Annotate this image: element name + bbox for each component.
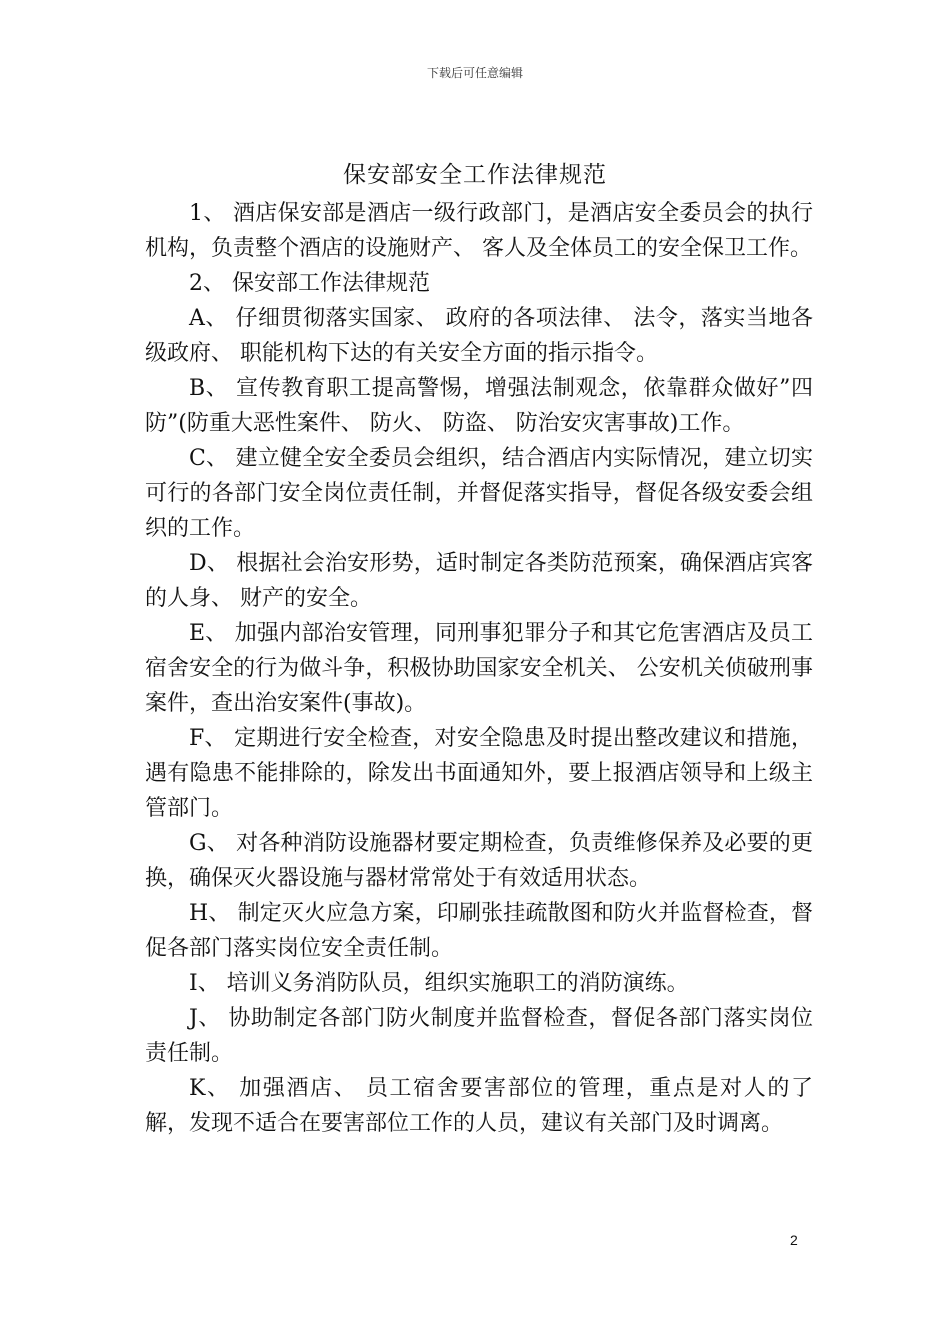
paragraph-2: 2、 保安部工作法律规范 bbox=[189, 271, 430, 296]
paragraph-1: 1、 酒店保安部是酒店一级行政部门，是酒店安全委员会的执行机构，负责整个酒店的设施财产、 客人及全体员工的安全保卫工作。 bbox=[145, 201, 813, 261]
paragraph-i: I、 培训义务消防队员，组织实施职工的消防演练。 bbox=[189, 971, 689, 996]
paragraph-b: B、 宣传教育职工提高警惕，增强法制观念，依靠群众做好”四防”(防重大恶性案件、 防火、 防盗、 防治安灾害事故)工作。 bbox=[145, 376, 813, 436]
paragraph-d: D、 根据社会治安形势，适时制定各类防范预案，确保酒店宾客的人身、 财产的安全。 bbox=[145, 551, 813, 611]
document-body bbox=[145, 196, 813, 1141]
paragraph-k: K、 加强酒店、 员工宿舍要害部位的管理，重点是对人的了解，发现不适合在要害部位工作的人员，建议有关部门及时调离。 bbox=[145, 1076, 813, 1136]
paragraph-c: C、 建立健全安全委员会组织，结合酒店内实际情况，建立切实可行的各部门安全岗位责任制，并督促落实指导，督促各级安委会组织的工作。 bbox=[145, 446, 813, 541]
paragraph-a: A、 仔细贯彻落实国家、 政府的各项法律、 法令，落实当地各级政府、 职能机构下达的有关安全方面的指示指令。 bbox=[145, 306, 813, 366]
paragraph-f: F、 定期进行安全检查，对安全隐患及时提出整改建议和措施，遇有隐患不能排除的，除发出书面通知外，要上报酒店领导和上级主管部门。 bbox=[145, 726, 813, 821]
document-title: 保安部安全工作法律规范 bbox=[343, 162, 607, 188]
paragraph-e: E、 加强内部治安管理，同刑事犯罪分子和其它危害酒店及员工宿舍安全的行为做斗争，积极协助国家安全机关、 公安机关侦破刑事案件，查出治安案件(事故)。 bbox=[145, 621, 813, 716]
page-number: 2 bbox=[790, 1232, 798, 1248]
paragraph-j: J、 协助制定各部门防火制度并监督检查，督促各部门落实岗位责任制。 bbox=[145, 1006, 813, 1066]
header-note: 下载后可任意编辑 bbox=[426, 66, 523, 80]
paragraph-h: H、 制定灭火应急方案，印刷张挂疏散图和防火并监督检查，督促各部门落实岗位安全责任制。 bbox=[145, 901, 813, 961]
paragraph-g: G、 对各种消防设施器材要定期检查，负责维修保养及必要的更换，确保灭火器设施与器材常常处于有效适用状态。 bbox=[145, 831, 813, 891]
